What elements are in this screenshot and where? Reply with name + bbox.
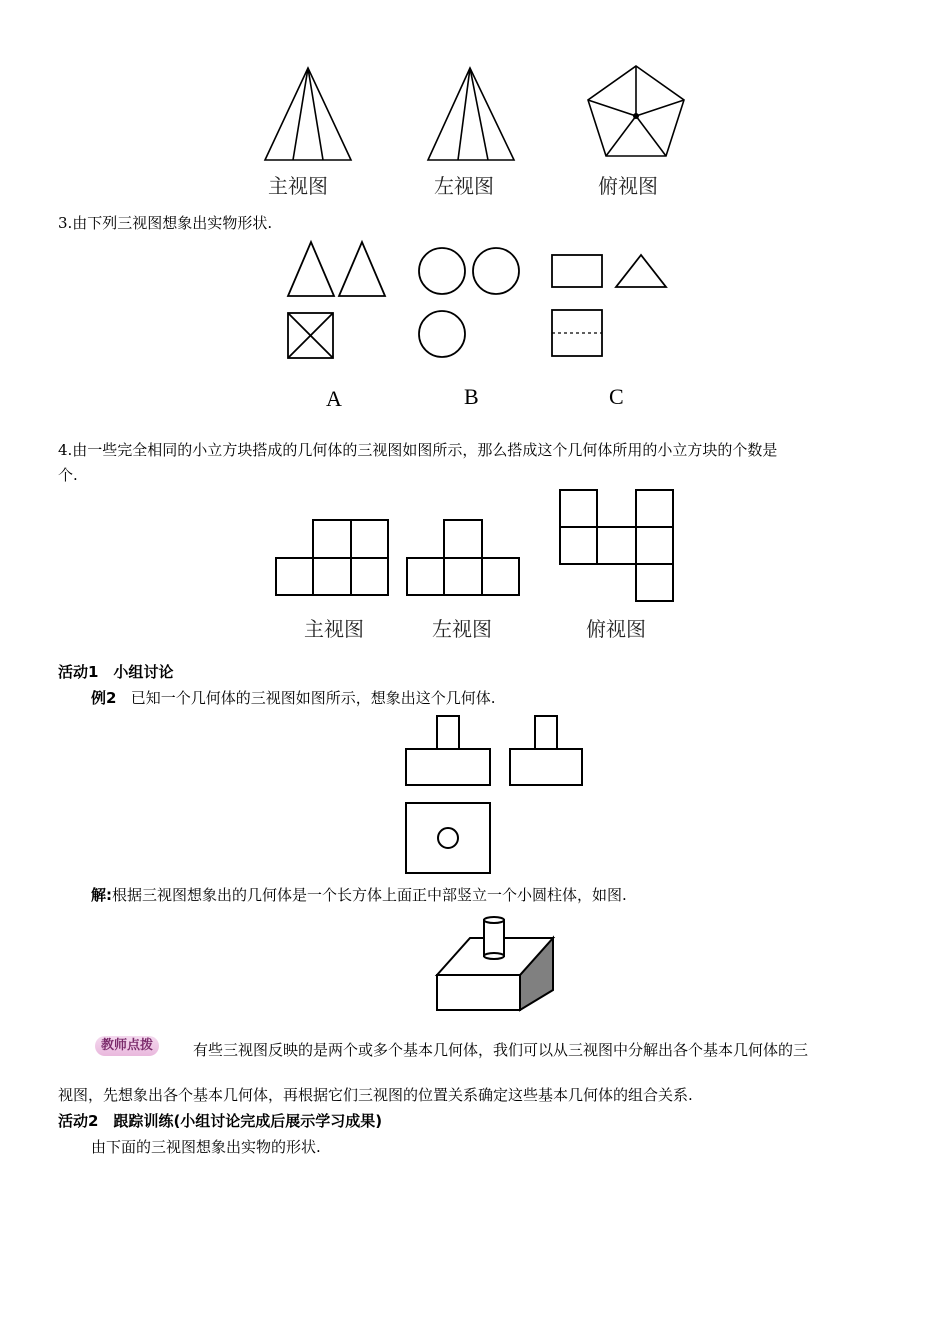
q4-label-top: 俯视图: [586, 617, 646, 641]
example2-text: 已知一个几何体的三视图如图所示，想象出这个几何体.: [130, 689, 496, 707]
tip-line1: 有些三视图反映的是两个或多个基本几何体，我们可以从三视图中分解出各个基本几何体的三: [193, 1041, 809, 1059]
teacher-tip-badge: 教师点拨: [95, 1036, 159, 1056]
fig1-label-top: 俯视图: [598, 174, 658, 198]
fig1-label-left: 左视图: [434, 174, 494, 198]
example2-label: 例2: [91, 689, 117, 707]
q3-label-a: A: [326, 386, 342, 411]
q4-label-front: 主视图: [304, 617, 364, 641]
activity2-text: 由下面的三视图想象出实物的形状.: [91, 1138, 321, 1156]
q3-label-b: B: [464, 384, 479, 409]
fig1-label-front: 主视图: [268, 174, 328, 198]
q4-line2: 个.: [58, 466, 78, 484]
activity1-heading: 活动1 小组讨论: [58, 663, 174, 681]
q4-line1: 4.由一些完全相同的小立方块搭成的几何体的三视图如图所示，那么搭成这个几何体所用的小立方块的个数是: [58, 441, 778, 459]
example2-line: [91, 688, 496, 708]
q3-label-c: C: [609, 384, 624, 409]
activity2-heading: 活动2 跟踪训练(小组讨论完成后展示学习成果): [58, 1112, 383, 1130]
solid-illustration: [0, 0, 950, 200]
solution-text: 根据三视图想象出的几何体是一个长方体上面正中部竖立一个小圆柱体，如图.: [112, 886, 627, 904]
q3-text: 3.由下列三视图想象出实物形状.: [58, 214, 273, 232]
solution-line: [91, 885, 627, 905]
tip-line2: 视图，先想象出各个基本几何体，再根据它们三视图的位置关系确定这些基本几何体的组合关系.: [58, 1086, 693, 1104]
solution-label: 解:: [91, 886, 112, 904]
q4-label-left: 左视图: [432, 617, 492, 641]
